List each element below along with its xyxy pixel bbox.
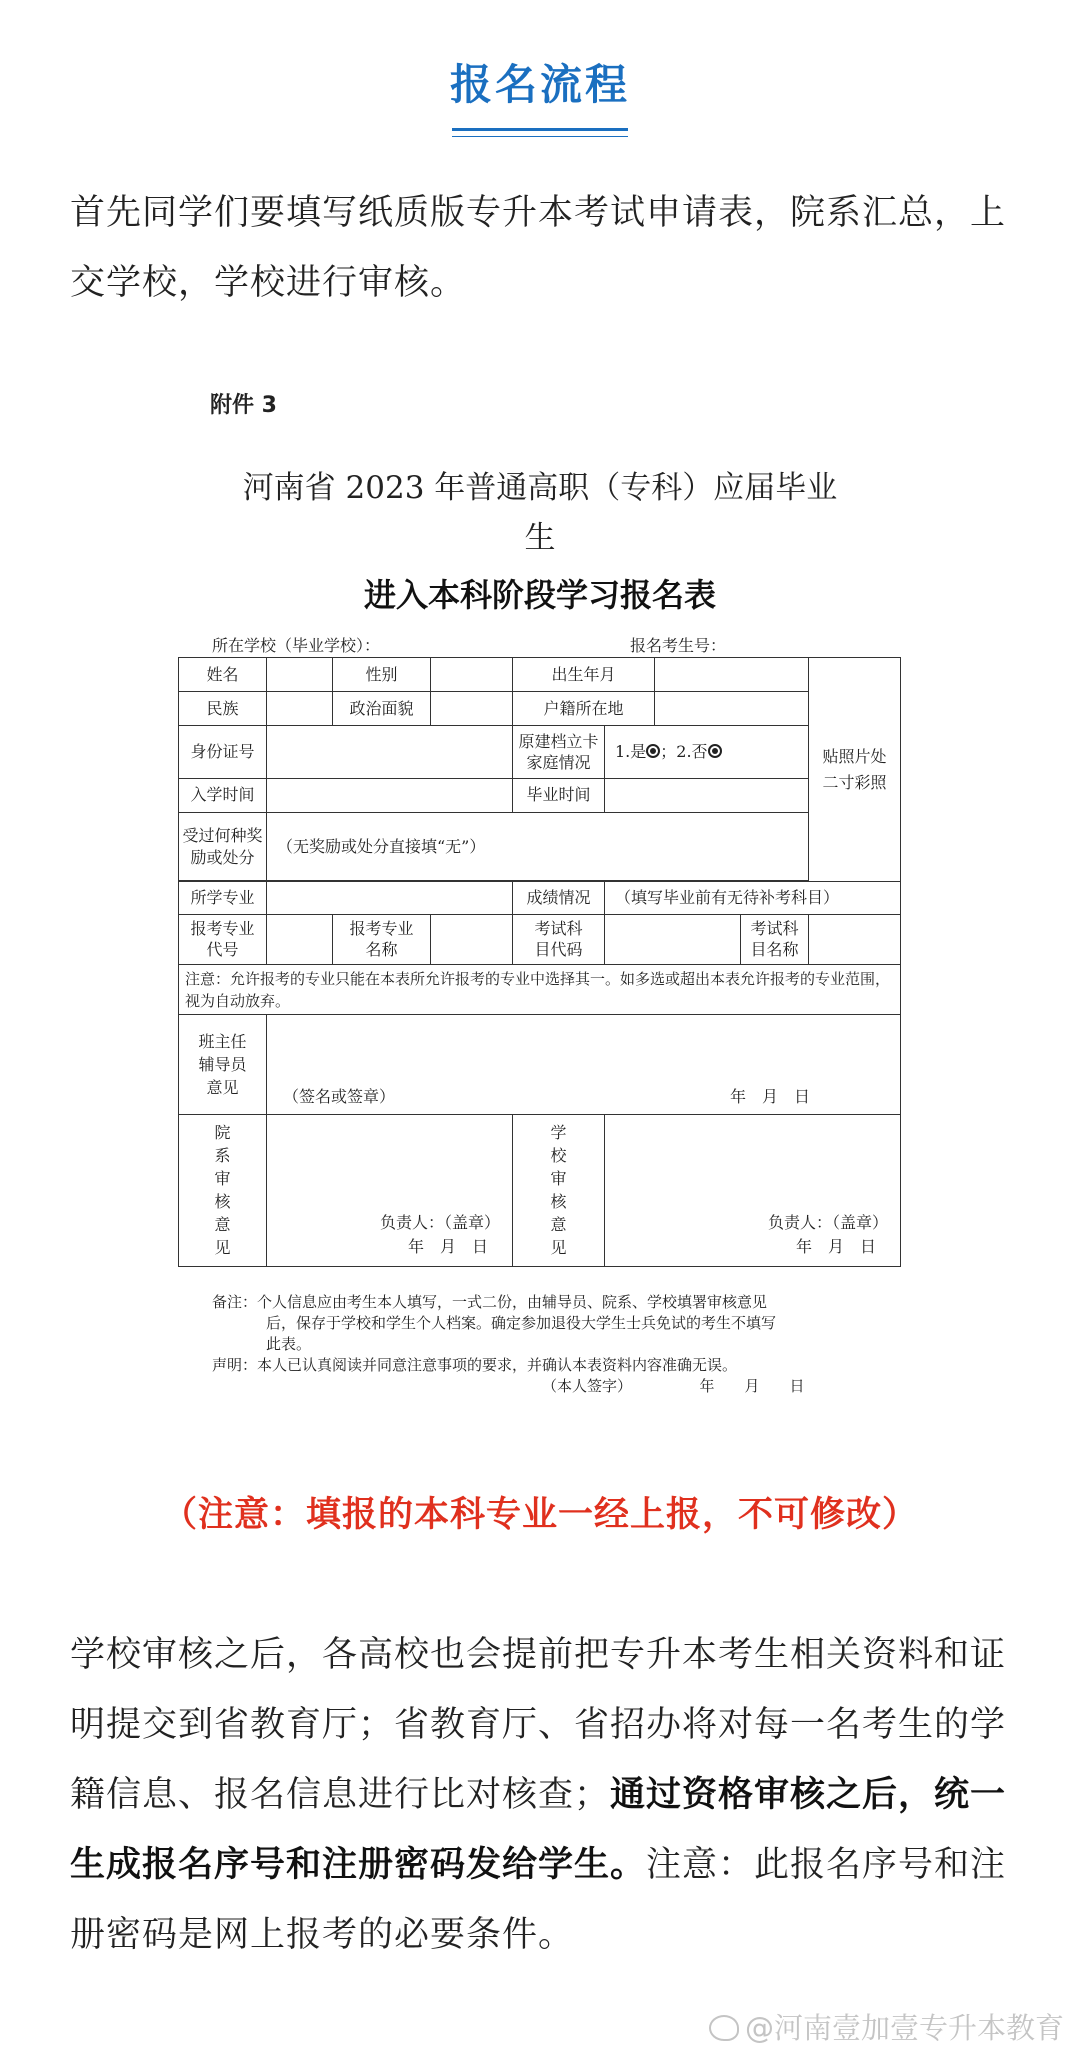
form-title-line2: 生: [524, 520, 556, 556]
cell-dept-label: [179, 1114, 267, 1266]
school-review-label: 学校审核意见: [550, 1123, 567, 1258]
cell-ethnic-label: 民族: [179, 692, 267, 726]
exam-number-label: 报名考生号：: [630, 636, 727, 655]
cell-poverty-options: [605, 726, 809, 778]
form-row-teacher: [179, 1015, 901, 1115]
cell-major-label: 所学专业: [179, 882, 267, 914]
subject-name-label: 考试科目名称: [750, 919, 799, 960]
cell-school-opinion: [605, 1114, 901, 1266]
cell-award-hint: （无奖励或处分直接填“无”）: [267, 813, 809, 881]
cell-apply-name-label: [333, 914, 431, 964]
cell-political-value: [431, 692, 513, 726]
dept-resp-label: 负责人：（盖章）: [379, 1213, 500, 1233]
photo-label: 贴照片处二寸彩照: [822, 746, 887, 792]
cell-teacher-label: [179, 1015, 267, 1115]
form-row-note: [179, 964, 901, 1014]
form-row-3: [179, 726, 901, 778]
cell-name-value: [267, 658, 333, 692]
cell-subject-name-value: [809, 914, 901, 964]
cell-code-value: [267, 914, 333, 964]
cell-id-label: 身份证号: [179, 726, 267, 778]
form-row-4: [179, 778, 901, 812]
cell-photo: [809, 658, 901, 882]
cell-grades-hint: （填写毕业前有无待补考科目）: [605, 882, 901, 914]
option-no: ；2.否: [660, 742, 708, 762]
cell-gender-label: 性别: [333, 658, 431, 692]
teacher-date-label: 年 月 日: [730, 1086, 811, 1106]
remark-line2: 后，保存于学校和学生个人档案。确定参加退役大学生士兵免试的考生不填写: [266, 1314, 777, 1332]
signature-line: （本人签字） 年 月 日: [542, 1377, 805, 1395]
subject-code-label: 考试科目代码: [534, 919, 583, 960]
option-yes: 1.是: [615, 742, 647, 762]
weibo-watermark: [709, 2006, 1064, 2047]
teacher-label: 班主任辅导员意见: [198, 1032, 247, 1098]
dept-date-label: 年 月 日: [407, 1237, 488, 1257]
cell-political-label: 政治面貌: [333, 692, 431, 726]
process-paragraph: [70, 1620, 1020, 1970]
cell-gender-value: [431, 658, 513, 692]
remark-line3: 此表。: [266, 1335, 312, 1353]
cell-subject-code-label: [513, 914, 605, 964]
apply-name-label: 报考专业名称: [349, 919, 414, 960]
cell-school-label: [513, 1114, 605, 1266]
form-row-1: [179, 658, 901, 692]
form-row-review: [179, 1114, 901, 1266]
cell-id-value: [267, 726, 513, 778]
process-text-2: 注意：此报名序号和注册密码是网上报考的必要条件。: [70, 1845, 1007, 1955]
teacher-sign-label: （签名或签章）: [283, 1086, 396, 1106]
statement-line: 声明：本人已认真阅读并同意注意事项的要求，并确认本表资料内容准确无误。: [212, 1356, 738, 1374]
form-row-7: [179, 914, 901, 964]
form-row-2: [179, 692, 901, 726]
intro-paragraph: 首先同学们要填写纸质版专升本考试申请表，院系汇总，上交学校，学校进行审核。: [70, 193, 1007, 303]
cell-name-label: 姓名: [179, 658, 267, 692]
cell-poverty-label: [513, 726, 605, 778]
award-label: 受过何种奖励或处分: [182, 825, 263, 867]
cell-apply-name-value: [431, 914, 513, 964]
cell-subject-name-label: [741, 914, 809, 964]
remark-line1: 备注：个人信息应由考生本人填写，一式二份，由辅导员、院系、学校填署审核意见: [212, 1293, 768, 1311]
process-text-1: 学校审核之后，各高校也会提前把专升本考生相关资料和证明提交到省教育厅；省教育厅、省招办将对每一名考生的学籍信息、报名信息进行比对核查；: [70, 1635, 1007, 1815]
form-title-main: 进入本科阶段学习报名表: [363, 576, 716, 614]
cell-grades-label: 成绩情况: [513, 882, 605, 914]
watermark-text: @河南壹加壹专升本教育: [744, 2011, 1064, 2045]
form-row-6: [179, 882, 901, 914]
school-label: 所在学校（毕业学校）：: [212, 636, 381, 655]
form-title-line1: 河南省 2023 年普通高职（专科）应届毕业: [242, 470, 838, 506]
heading-underline: [452, 128, 628, 131]
form-row-5: [179, 813, 901, 881]
cell-enroll-value: [267, 778, 513, 812]
cell-code-label: [179, 914, 267, 964]
heading-underline-thin: [452, 136, 628, 137]
page-heading: 报名流程: [449, 60, 630, 109]
process-text-bold: 通过资格审核之后，统一生成报名序号和注册密码发给学生。: [70, 1775, 1007, 1885]
cell-note: 注意：允许报考的专业只能在本表所允许报考的专业中选择其一。如多选或超出本表允许报考的专业范围，视为自动放弃。: [179, 964, 901, 1014]
cell-teacher-opinion: [267, 1015, 901, 1115]
cell-birth-label: 出生年月: [513, 658, 655, 692]
cell-subject-code-value: [605, 914, 741, 964]
cell-hukou-label: 户籍所在地: [513, 692, 655, 726]
dept-label: 院系审核意见: [214, 1123, 231, 1258]
code-label: 报考专业代号: [190, 919, 255, 960]
weibo-icon: [709, 2015, 739, 2041]
radio-filled-icon: [708, 744, 722, 758]
radio-filled-icon: [646, 744, 660, 758]
application-form-image: [0, 370, 1080, 1430]
cell-major-value: [267, 882, 513, 914]
cell-enroll-label: 入学时间: [179, 778, 267, 812]
cell-hukou-value: [655, 692, 809, 726]
cell-award-label: [179, 813, 267, 881]
form-remarks: [212, 1292, 892, 1397]
cell-ethnic-value: [267, 692, 333, 726]
form-table: [178, 657, 901, 1267]
school-date-label: 年 月 日: [796, 1237, 877, 1257]
cell-grad-label: 毕业时间: [513, 778, 605, 812]
cell-dept-opinion: [267, 1114, 513, 1266]
school-resp-label: 负责人：（盖章）: [768, 1213, 889, 1233]
poverty-label: 原建档立卡家庭情况: [518, 732, 599, 773]
cell-grad-value: [605, 778, 809, 812]
warning-note: （注意：填报的本科专业一经上报，不可修改）: [161, 1495, 918, 1535]
attachment-label: 附件 3: [210, 393, 277, 418]
cell-birth-value: [655, 658, 809, 692]
